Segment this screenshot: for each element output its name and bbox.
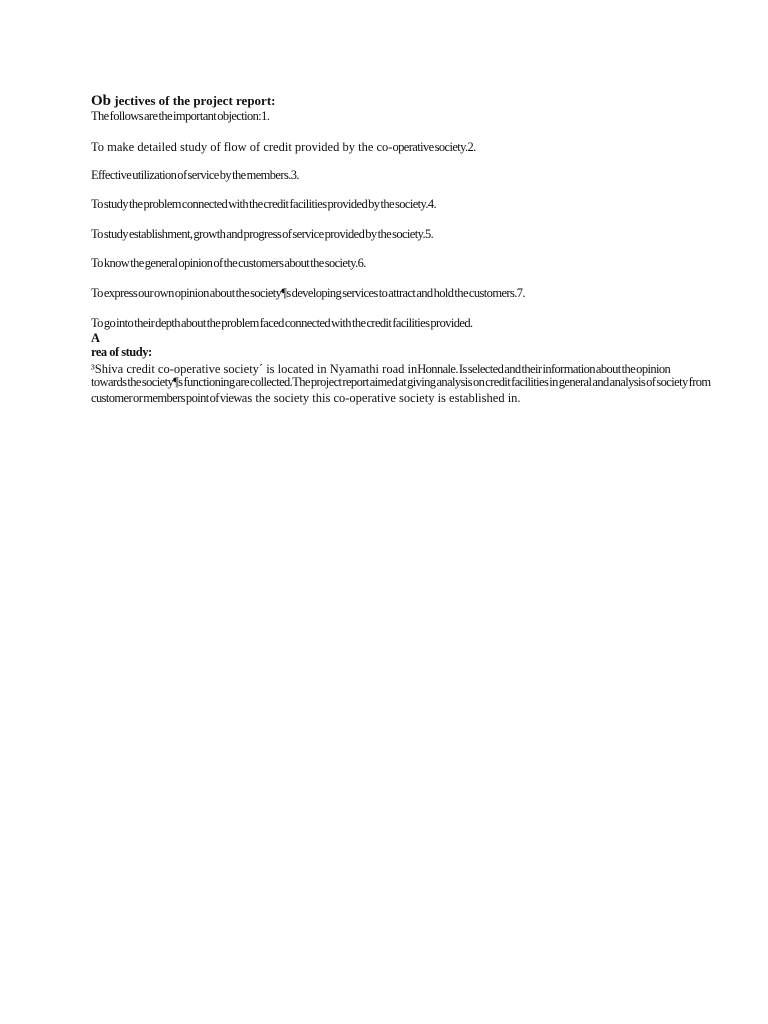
paragraph-line-2: towards the society¶s functioning are collected.The project report aimed at giving analysis on credit facilities in general and analysis of society from xyxy=(91,375,711,389)
objectives-heading xyxy=(91,94,276,109)
objective-5: To know the general opinion of the customers about the society.6. xyxy=(91,256,366,270)
objective-1-tail: operative society.2. xyxy=(392,140,476,154)
heading-prefix: Ob xyxy=(91,93,112,109)
objective-1-main: To make detailed study of flow of credit provided by the co- xyxy=(91,140,393,154)
paragraph-line-1a: ³Shiva credit co-operative society´ is located in Nyamathi road in xyxy=(91,362,418,376)
area-heading-letter: A xyxy=(91,331,100,345)
objective-2: Effective utilization of service by the members.3. xyxy=(91,168,299,182)
objective-3: To study the problem connected with the credit facilities provided by the society.4. xyxy=(91,197,437,211)
paragraph-line-3a: customer or members point of view xyxy=(91,391,242,405)
objective-1 xyxy=(91,139,476,155)
intro-line: The follows are the important objection:1. xyxy=(91,109,270,123)
paragraph-line-3 xyxy=(91,390,521,406)
paragraph-line-1b: Honnale. Is selected and their information about the opinion xyxy=(417,362,671,376)
objective-7: To go into their depth about the problem faced connected with the credit facilities provided. xyxy=(91,316,473,330)
area-heading-rest: rea of study: xyxy=(91,345,152,359)
objective-6: To express our own opinion about the society¶s developing services to attract and hold the customers.7. xyxy=(91,286,525,300)
paragraph-line-3b: as the society this co-operative society is established in. xyxy=(241,391,521,405)
heading-rest: jectives of the project report: xyxy=(111,93,276,108)
objective-4: To study establishment, growth and progress of service provided by the society.5. xyxy=(91,227,434,241)
